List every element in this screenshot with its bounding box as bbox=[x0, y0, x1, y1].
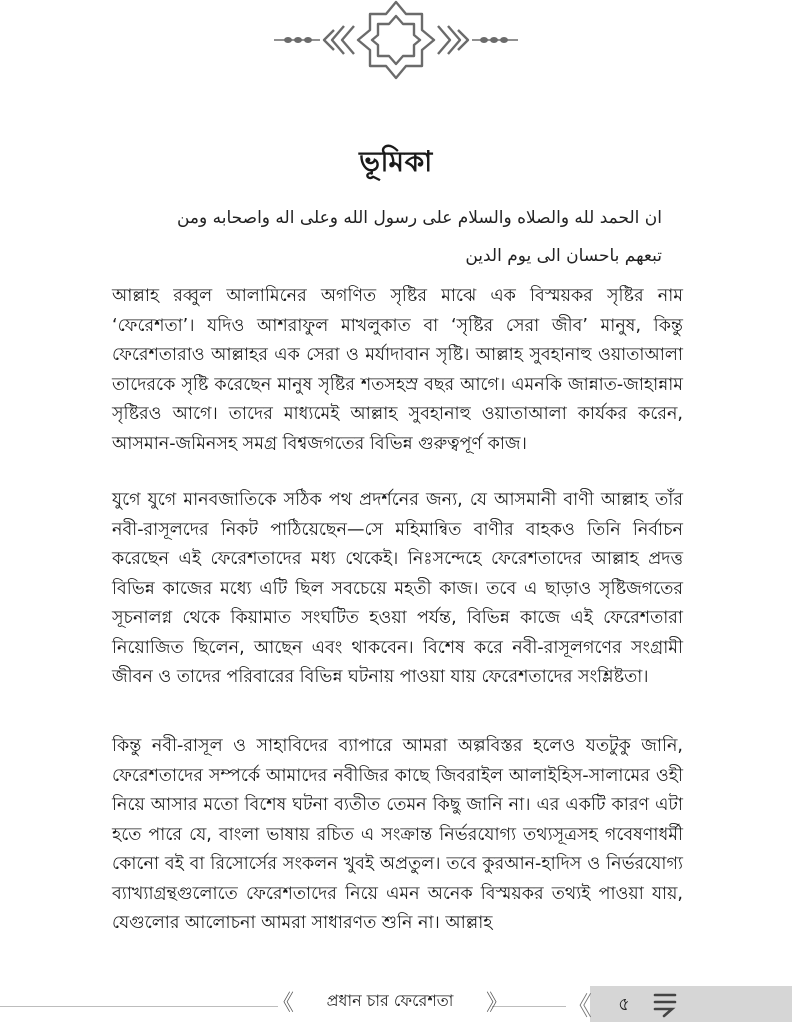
page-number: ৫ bbox=[618, 994, 630, 1015]
paragraph: আল্লাহ রব্বুল আলামিনের অগণিত সৃষ্টির মাঝে এক বিস্ময়কর সৃষ্টির নাম ‘ফেরেশতা’। যদিও আশরাফুল মাখলুকাত বা ‘সৃষ্টির সেরা জীব’ মানুষ, কিন্তু ফেরেশতারাও আল্লাহর এক সেরা ও মর্যাদাবান সৃষ্টি। আল্লাহ সুবহানাহু ওয়াতাআলা তাদেরকে সৃষ্টি করেছেন মানুষ সৃষ্টির শতসহস্র বছর আগে। এমনকি জান্নাত-জাহান্নাম সৃষ্টিরও আগে। তাদের মাধ্যমেই আল্লাহ সুবহানাহু ওয়াতাআলা কার্যকর করেন, আসমান-জমিনসহ সমগ্র বিশ্বজগতের বিভিন্ন গুরুত্বপূর্ণ কাজ। bbox=[112, 286, 683, 454]
page-title: ভূমিকা bbox=[359, 145, 433, 178]
paragraph: যুগে যুগে মানবজাতিকে সঠিক পথ প্রদর্শনের জন্য, যে আসমানী বাণী আল্লাহ তাঁর নবী-রাসূলদের নিকট পাঠিয়েছেন—সে মহিমান্বিত বাণীর বাহকও তিনি নির্বাচন করেছেন এই ফেরেশতাদের মধ্য থেকেই। নিঃসন্দেহে ফেরেশতাদের আল্লাহ প্রদত্ত বিভিন্ন কাজের মধ্যে এটি ছিল সবচেয়ে মহতী কাজ। তবে এ ছাড়াও সৃষ্টিজগতের সূচনালগ্ন থেকে কিয়ামাত সংঘটিত হওয়া পর্যন্ত, বিভিন্ন কাজে এই ফেরেশতারা নিয়োজিত ছিলেন, আছেন এবং থাকবেন। বিশেষ করে নবী-রাসূলগণের সংগ্রামী জীবন ও তাদের পরিবারের বিভিন্ন ঘটনায় পাওয়া যায় ফেরেশতাদের সংশ্লিষ্টতা। bbox=[112, 490, 683, 687]
tab-chevron-icon: 《 bbox=[566, 992, 585, 1022]
arabic-invocation-line-1: ان الحمد لله والصلاه والسلام على رسول الله وعلى اله واصحابه ومن bbox=[176, 208, 662, 228]
page-flag-icon bbox=[652, 990, 678, 1018]
arabic-invocation-line-2: تبعهم باحسان الى يوم الدين bbox=[465, 246, 662, 266]
footer-divider bbox=[0, 1006, 278, 1007]
footer-book-title: প্রধান চার ফেরেশতা bbox=[326, 991, 454, 1010]
paragraph: কিন্তু নবী-রাসূল ও সাহাবিদের ব্যাপারে আমরা অল্পবিস্তর হলেও যতটুকু জানি, ফেরেশতাদের সম্পর্কে আমাদের নবীজির কাছে জিবরাইল আলাইহিস-সালামের ওহী নিয়ে আসার মতো বিশেষ ঘটনা ব্যতীত তেমন কিছু জানি না। এর একটি কারণ এটা হতে পারে যে, বাংলা ভাষায় রচিত এ সংক্রান্ত নির্ভরযোগ্য তথ্যসূত্রসহ গবেষণাধর্মী কোনো বই বা রিসোর্সের সংকলন খুবই অপ্রতুল। তবে কুরআন-হাদিস ও নির্ভরযোগ্য ব্যাখ্যাগ্রন্থগুলোতে ফেরেশতাদের নিয়ে এমন অনেক বিস্ময়কর তথ্যই পাওয়া যায়, যেগুলোর আলোচনা আমরা সাধারণত শুনি না। আল্লাহ bbox=[112, 736, 683, 933]
geometric-star-ornament-icon bbox=[270, 0, 522, 80]
footer-right-bracket: 》 bbox=[486, 991, 503, 1016]
page-footer bbox=[0, 984, 792, 1024]
footer-divider bbox=[492, 1006, 566, 1007]
footer-left-bracket: 《 bbox=[272, 991, 289, 1016]
